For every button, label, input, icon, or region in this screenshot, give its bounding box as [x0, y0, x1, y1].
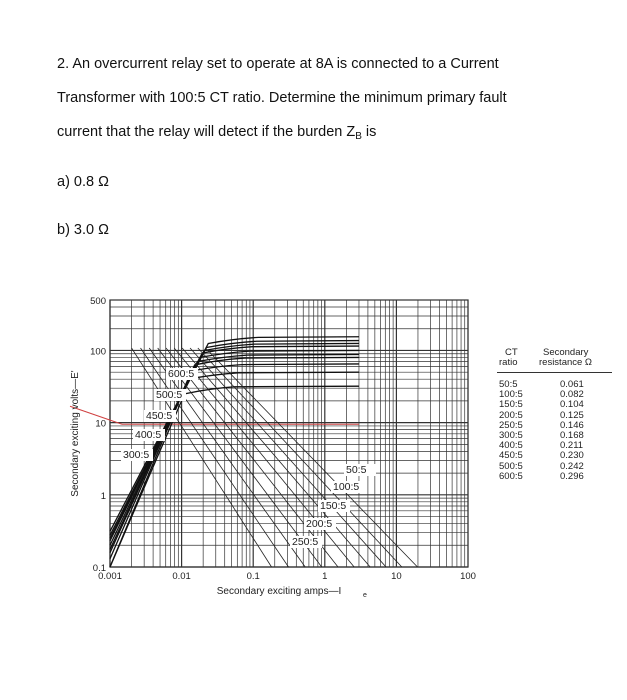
burden-line [141, 348, 289, 567]
table-header-ratio: ratio [499, 357, 518, 368]
table-ct-ratio: 200:5 [499, 409, 523, 421]
y-tick-label: 100 [90, 346, 106, 358]
y-tick-label: 0.1 [92, 563, 106, 574]
table-resistance: 0.296 [560, 470, 584, 482]
ratio-label-150-5: 150:5 [320, 500, 347, 512]
ratio-label-50-5: 50:5 [346, 464, 367, 476]
x-tick-label: 0.1 [246, 571, 260, 582]
burden-line [158, 348, 322, 567]
table-rule [497, 372, 612, 373]
x-tick-label: 1 [322, 571, 328, 582]
ratio-label-600-5: 600:5 [168, 368, 195, 380]
question-line-1: 2. An overcurrent relay set to operate at 8A is connected to a Current [57, 56, 499, 72]
option-b: b) 3.0 Ω [57, 222, 109, 238]
question-line-3-text: current that the relay will detect if the burden Z [57, 124, 356, 140]
table-ct-ratio: 450:5 [499, 450, 523, 462]
question-line-3-end: is [361, 124, 377, 140]
x-tick-label: 10 [391, 571, 402, 582]
y-tick-label: 1 [100, 490, 106, 502]
table-resistance: 0.230 [560, 450, 584, 462]
table-ct-ratio: 250:5 [499, 419, 523, 431]
table-ct-ratio: 400:5 [499, 440, 523, 452]
ratio-label-450-5: 450:5 [146, 410, 173, 422]
table-header-ct: CT [505, 347, 518, 358]
burden-line [190, 348, 386, 567]
ratio-label-500-5: 500:5 [156, 389, 183, 401]
table-ct-ratio: 100:5 [499, 389, 523, 401]
ratio-label-250-5: 250:5 [292, 536, 319, 548]
table-resistance: 0.242 [560, 460, 584, 472]
table-header-resistance: resistance Ω [539, 357, 593, 368]
y-tick-label: 500 [90, 296, 106, 307]
table-ct-ratio: 150:5 [499, 399, 523, 411]
x-tick-label: 0.001 [98, 571, 122, 582]
ratio-label-300-5: 300:5 [123, 449, 150, 461]
ratio-label-400-5: 400:5 [135, 429, 162, 441]
ratio-label-200-5: 200:5 [306, 518, 333, 530]
x-tick-label: 0.01 [172, 571, 191, 582]
table-ct-ratio: 50:5 [499, 379, 518, 390]
table-resistance: 0.211 [560, 440, 584, 452]
ratio-label-100-5: 100:5 [333, 481, 360, 493]
question-line-2: Transformer with 100:5 CT ratio. Determine the minimum primary fault [57, 90, 507, 106]
burden-subscript: B [355, 131, 362, 142]
option-a: a) 0.8 Ω [57, 174, 109, 190]
y-axis-label: Secondary exciting volts—E' [70, 370, 81, 497]
x-axis-label: Secondary exciting amps—I [216, 586, 342, 597]
table-resistance: 0.125 [560, 409, 584, 421]
y-tick-label: 10 [95, 418, 106, 430]
table-resistance: 0.082 [560, 389, 584, 401]
x-axis-label-sub: e [363, 592, 367, 599]
burden-line [198, 348, 402, 567]
table-header-secondary: Secondary [543, 347, 589, 358]
table-ct-ratio: 600:5 [499, 470, 523, 482]
table-resistance: 0.146 [560, 419, 584, 431]
table-resistance: 0.168 [560, 430, 584, 441]
x-tick-label: 100 [460, 571, 476, 582]
table-resistance: 0.104 [560, 399, 584, 411]
table-ct-ratio: 500:5 [499, 460, 523, 472]
burden-line [182, 348, 370, 567]
table-resistance: 0.061 [560, 379, 584, 390]
burden-line [149, 348, 305, 567]
burden-line [166, 348, 338, 567]
table-ct-ratio: 300:5 [499, 430, 523, 441]
